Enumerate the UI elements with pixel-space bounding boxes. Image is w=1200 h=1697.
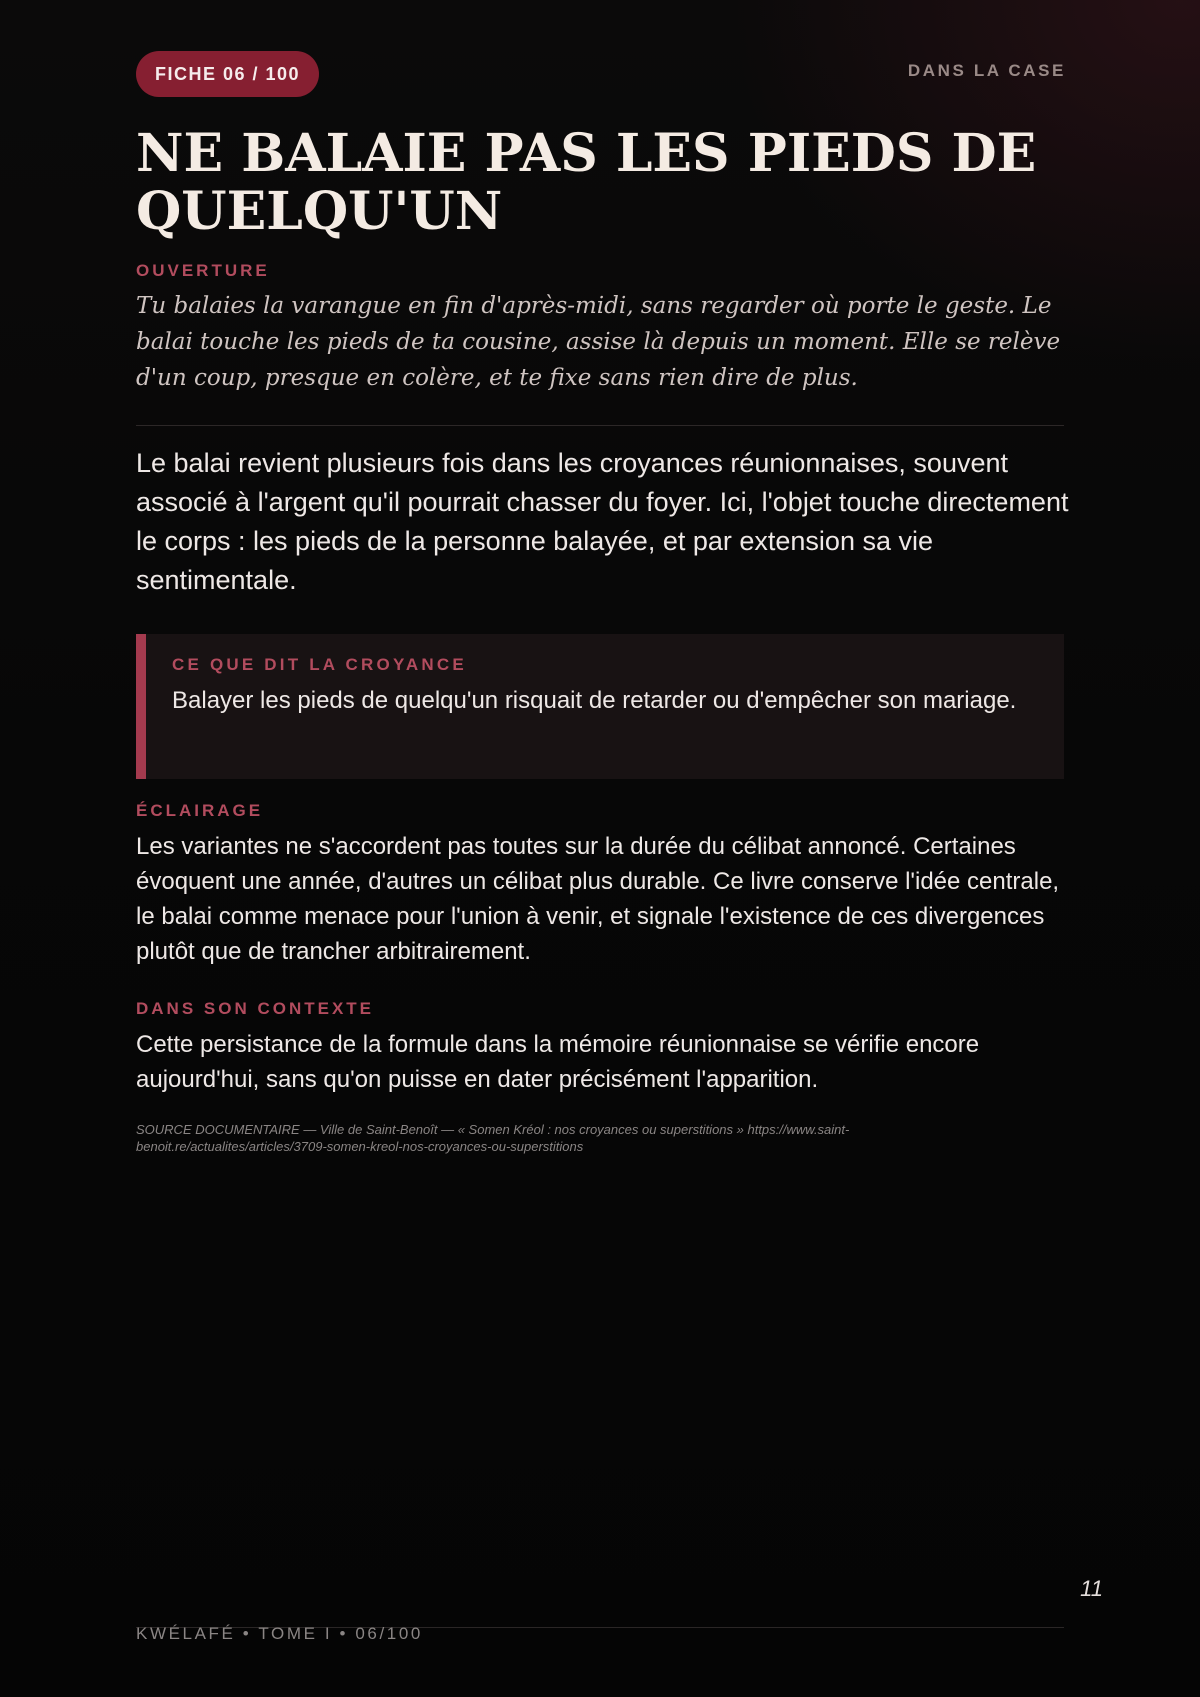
source-note: SOURCE DOCUMENTAIRE — Ville de Saint-Benoît — « Somen Kréol : nos croyances ou superstitions » https://www.saint-benoit.re/actualites/articles/3709-somen-kreol-nos-croyances-ou-superstitions bbox=[136, 1122, 850, 1154]
page-title: NE BALAIE PAS LES PIEDS DE QUELQU'UN bbox=[136, 123, 1037, 242]
contexte-label: DANS SON CONTEXTE bbox=[136, 999, 375, 1018]
croyance-label: CE QUE DIT LA CROYANCE bbox=[172, 655, 467, 674]
page-number: 11 bbox=[1080, 1576, 1103, 1601]
eclairage-label: ÉCLAIRAGE bbox=[136, 801, 264, 820]
croyance-callout bbox=[136, 634, 1064, 779]
section-label: DANS LA CASE bbox=[907, 61, 1066, 80]
ouverture-label: OUVERTURE bbox=[136, 261, 270, 280]
croyance-text: Balayer les pieds de quelqu'un risquait de retarder ou d'empêcher son mariage. bbox=[172, 687, 1017, 714]
divider bbox=[136, 425, 1064, 426]
ouverture-text: Tu balaies la varangue en fin d'après-midi, sans regarder où porte le geste. Le balai touche les pieds de ta cousine, assise là depuis un moment. Elle se relève d'un coup, presque en colère, et te fixe sans rien dire de plus. bbox=[136, 293, 1061, 391]
eclairage-text: Les variantes ne s'accordent pas toutes sur la durée du célibat annoncé. Certaines évoquent une année, d'autres un célibat plus durable. Ce livre conserve l'idée centrale, le balai comme menace pour l'union à venir, et signale l'existence de ces divergences plutôt que de trancher arbitrairement. bbox=[136, 833, 1060, 965]
footer-running-title: KWÉLAFÉ • TOME I • 06/100 bbox=[136, 1624, 423, 1643]
fiche-badge: FICHE 06 / 100 bbox=[136, 51, 319, 97]
contexte-text: Cette persistance de la formule dans la mémoire réunionnaise se vérifie encore aujourd'hui, sans qu'on puisse en dater précisément l'apparition. bbox=[136, 1031, 980, 1093]
lead-paragraph: Le balai revient plusieurs fois dans les croyances réunionnaises, souvent associé à l'argent qu'il pourrait chasser du foyer. Ici, l'objet touche directement le corps : les pieds de la personne balayée, et par extension sa vie sentimentale. bbox=[136, 448, 1069, 595]
